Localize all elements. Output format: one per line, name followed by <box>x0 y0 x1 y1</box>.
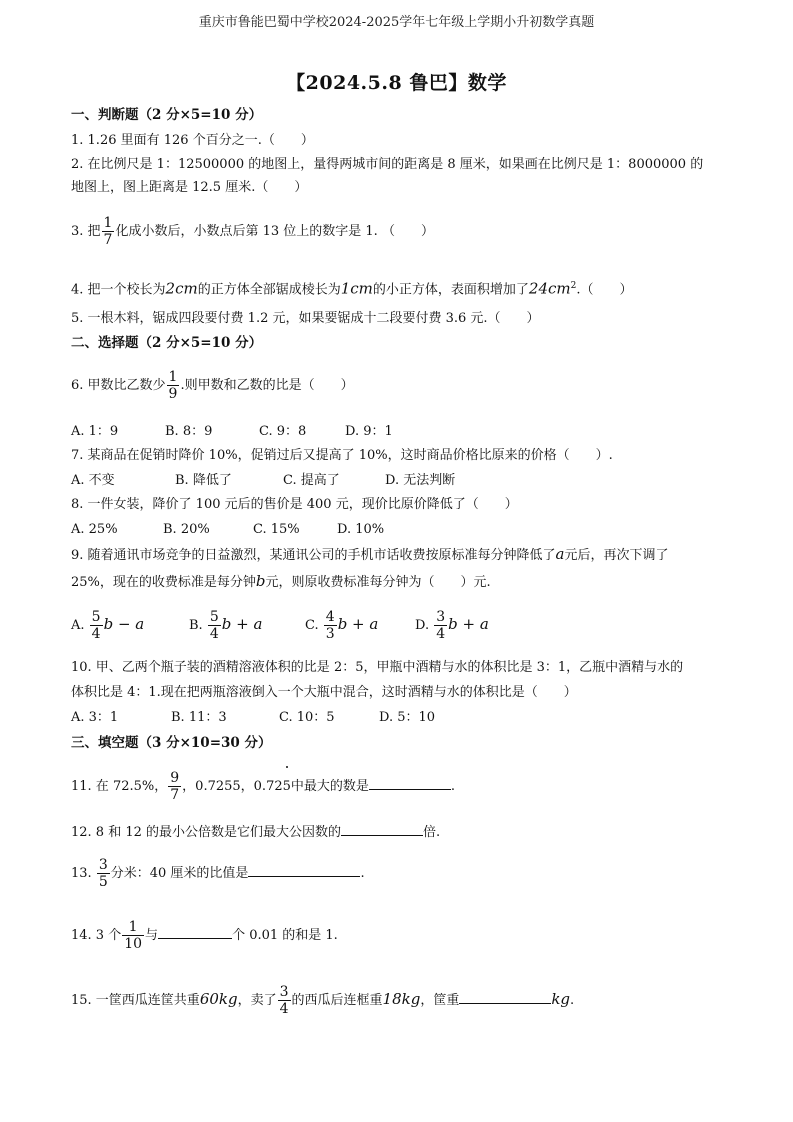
q12-suffix: 倍. <box>423 825 441 840</box>
q15-denominator: 4 <box>279 1001 289 1017</box>
q9-option-b-numerator: 5 <box>209 609 219 625</box>
q14-numerator: 1 <box>122 919 144 936</box>
q13-numerator: 3 <box>98 857 108 873</box>
q3-prefix: 3. 把 <box>71 224 101 239</box>
q4-prefix: 4. 把一个校长为 <box>71 282 166 298</box>
q9-option-d-expression: b + a <box>448 615 489 633</box>
q6-numerator: 1 <box>168 369 178 385</box>
question-4 <box>71 277 731 299</box>
q9-option-c <box>305 605 415 645</box>
q8-option-c: C. 15% <box>253 522 300 537</box>
q4-value-1: 2cm <box>165 279 198 298</box>
page-header: 重庆市鲁能巴蜀中学校2024-2025学年七年级上学期小升初数学真题 <box>198 15 595 30</box>
q6-option-d: D. 9：1 <box>345 424 393 439</box>
q12-prefix: 12. 8 和 12 的最小公倍数是它们最大公因数的 <box>71 825 342 840</box>
question-12 <box>71 821 731 842</box>
q10-option-c: C. 10：5 <box>279 710 335 725</box>
q4-suffix: .（ ） <box>576 282 633 298</box>
q7-option-d: D. 无法判断 <box>385 473 456 488</box>
q15-end: . <box>570 993 575 1008</box>
question-1: 1. 1.26 里面有 126 个百分之一.（ ） <box>71 133 314 148</box>
q15-middle-2: 的西瓜后连框重 <box>291 993 383 1008</box>
q4-value-2: 1cm <box>340 279 373 298</box>
q9-variable-a: a <box>555 545 565 563</box>
question-15 <box>71 979 731 1021</box>
question-9-options <box>71 605 731 645</box>
q13-denominator: 5 <box>98 874 108 890</box>
q3-numerator: 1 <box>103 215 113 231</box>
q9-line2-suffix: 元，则原收费标准每分钟为（ ）元. <box>265 575 491 590</box>
question-11 <box>71 768 731 806</box>
q12-answer-blank[interactable] <box>341 821 423 836</box>
q6-denominator: 9 <box>168 386 178 402</box>
q11-prefix: 11. 在 72.5%， <box>71 779 168 794</box>
q7-option-a: A. 不变 <box>71 473 115 488</box>
question-10-line-1: 10. 甲、乙两个瓶子装的酒精溶液体积的比是 2：5，甲瓶中酒精与水的体积比是 3：1，乙瓶中酒精与水的 <box>71 660 684 675</box>
q13-prefix: 13. <box>71 866 92 881</box>
exam-title: 【2024.5.8 鲁巴】数学 <box>286 72 507 94</box>
q9-option-b-fraction <box>208 609 221 642</box>
q9-option-c-label: C. <box>305 618 319 633</box>
q15-unit: kg <box>551 990 571 1008</box>
q9-option-b-denominator: 4 <box>209 626 219 642</box>
q11-repeating-digit: 5 <box>283 768 291 806</box>
q4-middle-2: 的小正方体，表面积增加了 <box>372 282 529 298</box>
q14-middle: 与 <box>145 928 159 943</box>
q9-option-c-numerator: 4 <box>325 609 335 625</box>
q3-suffix: 化成小数后，小数点后第 13 位上的数字是 1. （ ） <box>115 224 434 239</box>
question-9-line-1 <box>71 545 731 565</box>
q13-fraction <box>97 857 110 890</box>
q15-middle-3: ，筐重 <box>420 993 460 1008</box>
q11-middle: ，0.7255，0.72 <box>182 779 283 794</box>
q9-line2-prefix: 25%，现在的收费标准是每分钟 <box>71 575 256 590</box>
q8-option-a: A. 25% <box>71 522 118 537</box>
q13-end: . <box>360 866 365 881</box>
q15-numerator: 3 <box>279 984 289 1000</box>
q11-numerator: 9 <box>170 770 180 786</box>
q6-option-c: C. 9：8 <box>259 424 307 439</box>
question-10-line-2: 体积比是 4：1.现在把两瓶溶液倒入一个大瓶中混合，这时酒精与水的体积比是（ ） <box>71 685 577 700</box>
question-6-options <box>71 423 731 441</box>
q8-option-d: D. 10% <box>337 522 385 537</box>
q15-middle: ，卖了 <box>237 993 277 1008</box>
q9-option-a-fraction <box>90 609 103 642</box>
q15-prefix: 15. 一筐西瓜连筐共重 <box>71 993 200 1008</box>
q9-option-c-expression: b + a <box>337 615 379 633</box>
q15-answer-blank[interactable] <box>459 989 551 1004</box>
q14-suffix: 个 0.01 的和是 1. <box>232 928 338 943</box>
question-6 <box>71 368 731 404</box>
q10-option-d: D. 5：10 <box>379 710 436 725</box>
q9-line1-suffix: 元后，再次下调了 <box>564 548 669 563</box>
q9-option-d-denominator: 4 <box>436 626 446 642</box>
q9-line1-prefix: 9. 随着通讯市场竞争的日益激烈，某通讯公司的手机市话收费按原标准每分钟降低了 <box>71 548 556 563</box>
q8-option-b: B. 20% <box>163 522 210 537</box>
q9-option-d-fraction <box>434 609 447 642</box>
q9-option-b-expression: b + a <box>221 615 263 633</box>
q15-value-1: 60kg <box>199 990 238 1008</box>
q9-option-a-label: A. <box>71 618 85 633</box>
q9-option-c-fraction <box>324 609 337 642</box>
q11-denominator: 7 <box>170 787 180 803</box>
q6-prefix: 6. 甲数比乙数少 <box>71 378 166 393</box>
q7-option-b: B. 降低了 <box>175 473 232 488</box>
q6-suffix: .则甲数和乙数的比是（ ） <box>180 378 354 393</box>
q4-value-3: 24cm <box>528 279 571 298</box>
q15-fraction <box>278 984 291 1017</box>
q6-fraction <box>167 369 180 402</box>
q10-option-b: B. 11：3 <box>171 710 227 725</box>
question-2-line-2: 地图上，图上距离是 12.5 厘米.（ ） <box>71 180 308 195</box>
question-2-line-1: 2. 在比例尺是 1：12500000 的地图上，量得两城市间的距离是 8 厘米，如果画在比例尺是 1：8000000 的 <box>71 157 704 172</box>
question-10-options <box>71 709 731 727</box>
q9-option-a <box>71 605 189 645</box>
q11-answer-blank[interactable] <box>369 775 451 790</box>
question-7: 7. 某商品在促销时降价 10%，促销过后又提高了 10%，这时商品价格比原来的价格（ ）. <box>71 448 613 463</box>
question-13 <box>71 855 731 893</box>
q9-variable-b: b <box>255 572 266 590</box>
question-7-options <box>71 472 731 490</box>
question-9-line-2 <box>71 572 731 592</box>
q9-option-c-denominator: 3 <box>325 626 335 642</box>
q6-option-b: B. 8：9 <box>165 424 213 439</box>
q14-prefix: 14. 3 个 <box>71 928 122 943</box>
q9-option-d <box>415 605 489 645</box>
q7-option-c: C. 提高了 <box>283 473 340 488</box>
section-1-heading: 一、判断题（2 分×5=10 分） <box>71 107 263 123</box>
q15-value-2: 18kg <box>382 990 421 1008</box>
question-14 <box>71 916 731 956</box>
q4-exponent: 2 <box>570 281 577 291</box>
question-5: 5. 一根木料，锯成四段要付费 1.2 元，如果要锯成十二段要付费 3.6 元.（ ） <box>71 311 540 326</box>
q9-option-d-numerator: 3 <box>436 609 446 625</box>
q9-option-d-label: D. <box>415 618 430 633</box>
q14-fraction <box>122 919 144 952</box>
section-2-heading: 二、选择题（2 分×5=10 分） <box>71 335 263 351</box>
q14-answer-blank[interactable] <box>158 924 232 939</box>
q11-end: . <box>450 779 456 794</box>
q4-middle: 的正方体全部锯成棱长为 <box>197 282 341 298</box>
q3-denominator: 7 <box>103 232 113 248</box>
q9-option-b <box>189 605 305 645</box>
question-3 <box>71 214 731 250</box>
q14-denominator: 10 <box>124 936 143 952</box>
q11-fraction <box>168 770 181 803</box>
q9-option-a-numerator: 5 <box>91 609 101 625</box>
q6-option-a: A. 1：9 <box>71 424 119 439</box>
q13-middle: 分米：40 厘米的比值是 <box>110 866 249 881</box>
q11-suffix: 中最大的数是 <box>290 779 369 794</box>
q9-option-a-expression: b − a <box>103 615 145 633</box>
q9-option-b-label: B. <box>189 618 203 633</box>
q13-answer-blank[interactable] <box>248 862 360 877</box>
question-8: 8. 一件女装，降价了 100 元后的售价是 400 元，现价比原价降低了（ ） <box>71 497 518 512</box>
q9-option-a-denominator: 4 <box>91 626 101 642</box>
q10-option-a: A. 3：1 <box>71 710 119 725</box>
q3-fraction <box>102 215 115 248</box>
question-8-options <box>71 521 731 539</box>
section-3-heading: 三、填空题（3 分×10=30 分） <box>71 735 272 751</box>
